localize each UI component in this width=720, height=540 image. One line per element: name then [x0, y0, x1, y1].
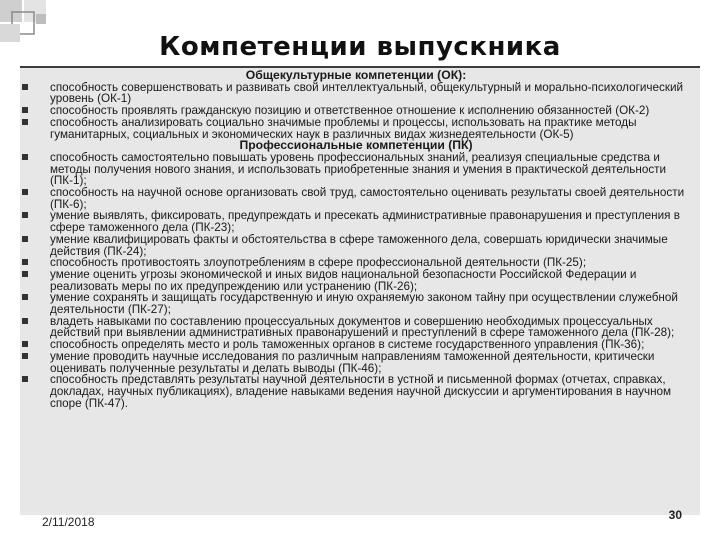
list-item-text: способность самостоятельно повышать уровень профессиональных знаний, реализуя специальные средства и методы получения нового знания, и использовать приобретенные знания и умения в практической деятельности (ПК-1); — [50, 150, 667, 188]
bullet-icon — [22, 119, 28, 125]
slide-date: 2/11/2018 — [42, 515, 95, 529]
bullet-icon — [22, 189, 28, 195]
list-item-text: умение проводить научные исследования по различным направлениям таможенной деятельности, критически оценивать полученные результаты и делать выводы (ПК-46); — [50, 349, 655, 375]
bullet-icon — [22, 376, 28, 382]
list-item-text: владеть навыками по составлению процессуальных документов и совершению необходимых процессуальных действий при выявлении административных правонарушений и преступлений в сфере таможенного дела (ПК-28); — [50, 314, 675, 340]
list-item — [20, 234, 692, 257]
list-item — [20, 187, 692, 210]
list-item-text: способность противостоять злоупотреблениям в сфере профессиональной деятельности (ПК-25); — [50, 256, 587, 270]
competencies-content — [20, 70, 692, 409]
list-item — [20, 152, 692, 187]
list-item — [20, 351, 692, 374]
list-item — [20, 269, 692, 292]
list-item-text: умение оценить угрозы экономической и иных видов национальной безопасности Российской Федерации и реализовать меры по их предупреждению или устранению (ПК-26); — [50, 267, 637, 293]
page-number: 30 — [668, 508, 682, 522]
page-title: Компетенции выпускника — [159, 32, 561, 62]
section-heading: Общекультурные компетенции (ОК): — [245, 68, 467, 82]
list-item-text: способность определять место и роль таможенных органов в системе государственного управления (ПК-36); — [50, 338, 645, 352]
section-heading: Профессиональные компетенции (ПК) — [239, 138, 473, 153]
list-item-text: умение выявлять, фиксировать, предупреждать и пресекать административные правонарушения и преступления в сфере таможенного дела (ПК-23); — [50, 209, 680, 235]
bullet-icon — [22, 107, 28, 113]
bullet-icon — [22, 353, 28, 359]
bullet-icon — [22, 259, 28, 265]
list-item-text: способность проявлять гражданскую позицию и ответственное отношение к исполнению обязанностей (ОК-2) — [50, 104, 650, 118]
bullet-icon — [22, 318, 28, 324]
list-item — [20, 82, 692, 105]
list-item-text: способность совершенствовать и развивать свой интеллектуальный, общекультурный и морально-психологический уровень (ОК-1) — [50, 80, 684, 106]
list-item — [20, 117, 692, 140]
list-item-text: способность на научной основе организовать свой труд, самостоятельно оценивать результаты своей деятельности (ПК-6); — [50, 186, 685, 211]
list-item — [20, 292, 692, 315]
list-item — [20, 316, 692, 339]
bullet-icon — [22, 154, 28, 160]
bullet-icon — [22, 212, 28, 218]
bullet-icon — [22, 236, 28, 242]
list-item — [20, 374, 692, 409]
bullet-icon — [22, 341, 28, 347]
bullet-icon — [22, 84, 28, 90]
list-item-text: умение сохранять и защищать государственную и иную охраняемую законом тайну при осуществлении служебной деятельности (ПК-27); — [50, 291, 678, 317]
bullet-icon — [22, 271, 28, 277]
bullet-icon — [22, 294, 28, 300]
list-item-text: способность представлять результаты научной деятельности в устной и письменной формах (отчетах, справках, докладах, научных публикациях), владение навыками ведения научной дискуссии и аргументирования в научном споре (ПК-47). — [50, 373, 672, 410]
list-item-text: способность анализировать социально значимые проблемы и процессы, использовать на практике методы гуманитарных, социальных и экономических наук в различных видах жизнедеятельности (ОК-5) — [50, 115, 637, 141]
list-item — [20, 210, 692, 233]
list-item-text: умение квалифицировать факты и обстоятельства в сфере таможенного дела, совершать юридически значимые действия (ПК-24); — [50, 232, 668, 258]
